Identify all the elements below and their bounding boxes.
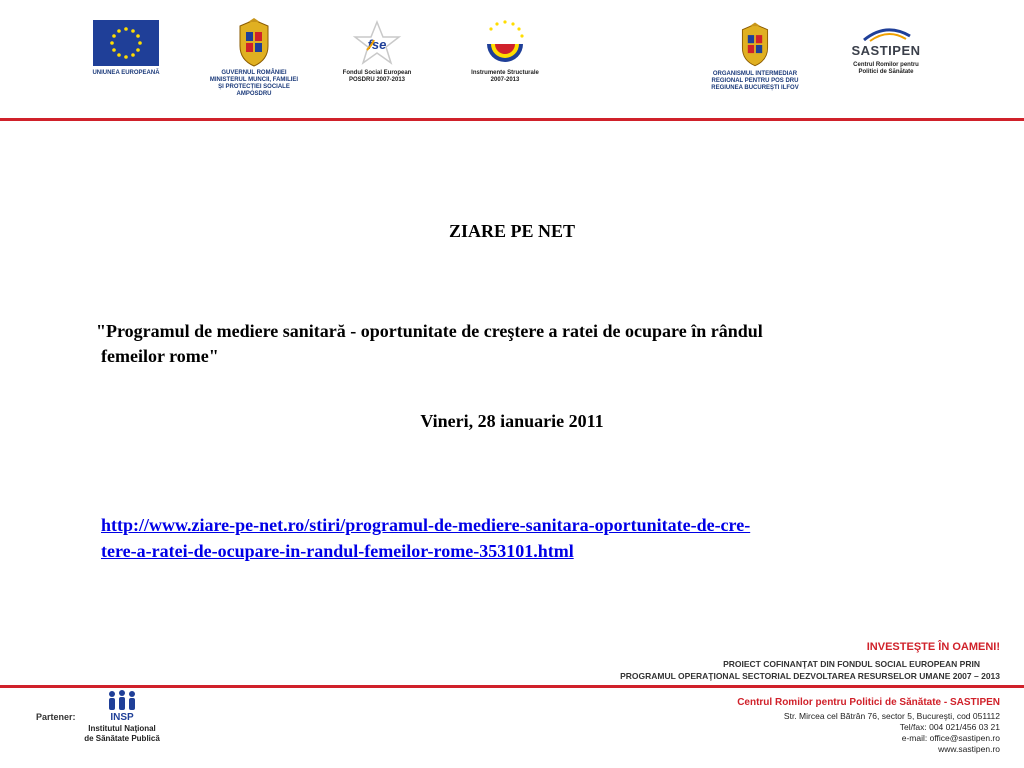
eu-caption: UNIUNEA EUROPEANĂ — [92, 70, 160, 76]
article-date: Vineri, 28 ianuarie 2011 — [420, 411, 604, 431]
footer-org-name: Centrul Romilor pentru Politici de Sănătate - SASTIPEN — [737, 697, 1000, 708]
footer-website: www.sastipen.ro — [938, 744, 1000, 754]
footer-slogan: INVESTEŞTE ÎN OAMENI! — [866, 641, 1000, 653]
footer-telfax: Tel/fax: 004 021/456 03 21 — [899, 722, 1000, 732]
government-logo — [198, 18, 310, 98]
romanian-coat-of-arms-icon — [234, 18, 274, 68]
footer-divider — [0, 685, 1024, 688]
eu-flag-icon — [93, 20, 159, 66]
sastipen-wordmark: SASTIPEN — [851, 43, 921, 58]
partner-label: Partener: — [36, 712, 76, 722]
footer-email: e-mail: office@sastipen.ro — [901, 733, 1000, 743]
sastipen-logo — [838, 26, 934, 76]
footer-project-line-2: PROGRAMUL OPERAŢIONAL SECTORIAL DEZVOLTAREA RESURSELOR UMANE 2007 – 2013 — [620, 671, 1000, 681]
sastipen-swoosh-icon — [856, 26, 916, 42]
article-title — [96, 319, 956, 369]
insp-name-line-2: de Sănătate Publică — [84, 734, 160, 743]
article-link[interactable] — [101, 512, 941, 564]
page-title: ZIARE PE NET — [448, 221, 576, 241]
government-caption: GUVERNUL ROMÂNIEI MINISTERUL MUNCII, FAMILIEI ȘI PROTECȚIEI SOCIALE AMPOSDRU — [209, 70, 299, 97]
fse-caption: Fondul Social European POSDRU 2007-2013 — [342, 70, 412, 83]
article-link-line-2[interactable]: tere-a-ratei-de-ocupare-in-randul-femeilor-rome-353101.html — [101, 541, 574, 561]
fse-mark: fse — [367, 37, 387, 52]
structural-instruments-icon — [477, 18, 533, 70]
header-divider — [0, 118, 1024, 121]
romanian-coat-of-arms-icon — [737, 22, 773, 68]
structural-instruments-logo — [460, 18, 550, 84]
footer-address: Str. Mircea cel Bătrân 76, sector 5, Bucureşti, cod 051112 — [783, 711, 1000, 721]
structural-instruments-caption: Instrumente Structurale 2007-2013 — [471, 70, 539, 83]
sastipen-caption: Centrul Romilor pentru Politici de Sănătate — [853, 62, 919, 75]
intermediate-body-logo — [700, 22, 810, 92]
fse-star-icon — [352, 20, 402, 66]
intermediate-body-caption: ORGANISMUL INTERMEDIAR REGIONAL PENTRU POS DRU REGIUNEA BUCUREȘTI ILFOV — [711, 71, 799, 91]
eu-logo — [86, 20, 166, 77]
article-title-line-2: femeilor rome" — [101, 346, 219, 366]
insp-acronym: INSP — [110, 712, 134, 723]
footer-project-line-1: PROIECT COFINANŢAT DIN FONDUL SOCIAL EUROPEAN PRIN — [723, 659, 980, 669]
fse-logo — [332, 20, 422, 84]
insp-people-icon — [104, 690, 140, 712]
article-link-line-1[interactable]: http://www.ziare-pe-net.ro/stiri/programul-de-mediere-sanitara-oportunitate-de-cre- — [101, 515, 751, 535]
insp-logo — [82, 690, 162, 744]
insp-name-line-1: Institutul Naţional — [88, 724, 156, 733]
article-title-line-1: "Programul de mediere sanitară - oportunitate de creştere a ratei de ocupare în rândul — [96, 321, 763, 341]
